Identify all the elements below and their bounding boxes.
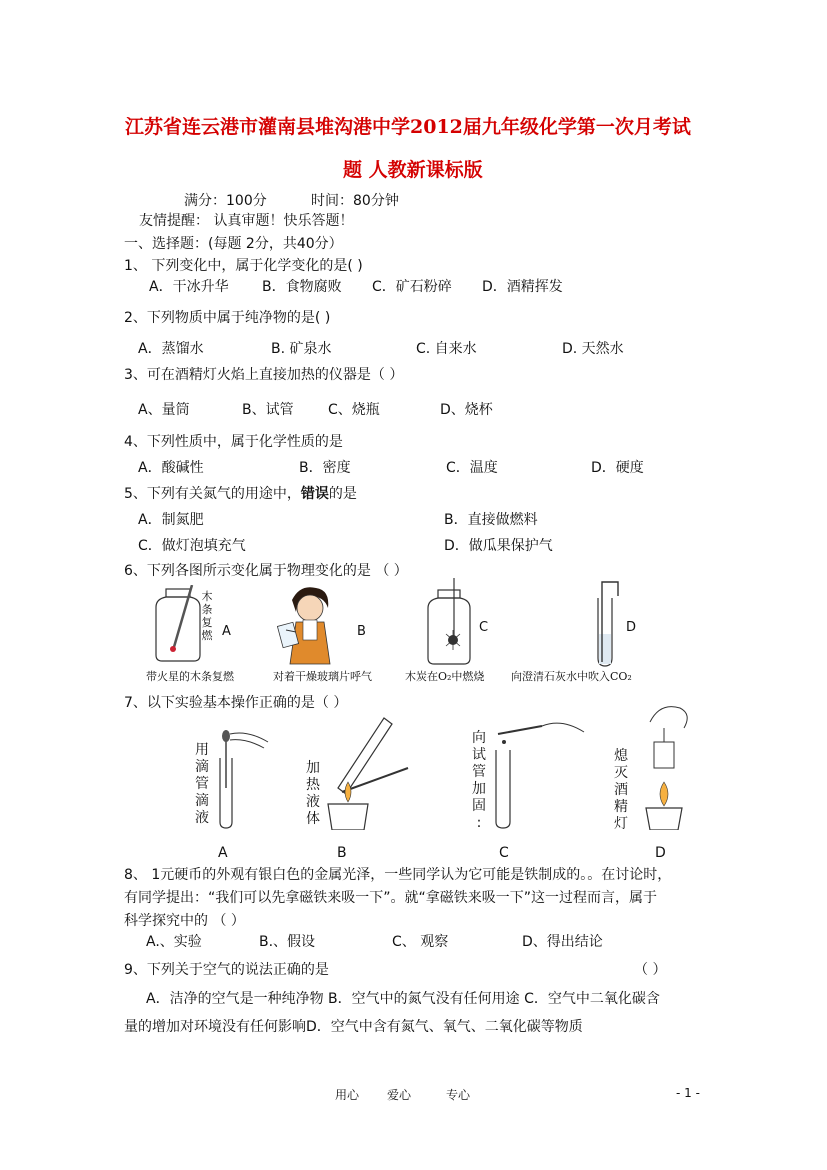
q8-line-2: 有同学提出：“我们可以先拿磁铁来吸一下”。就“拿磁铁来吸一下”这一过程而言，属于 <box>124 890 658 906</box>
q2-option-a: A．蒸馏水 <box>138 341 204 357</box>
q7-label-char: 液 <box>195 810 209 826</box>
q3-stem: 3、可在酒精灯火焰上直接加热的仪器是（ ） <box>124 367 404 383</box>
q5-option-a: A．制氮肥 <box>138 512 204 528</box>
q8-line-3: 科学探究中的 （ ） <box>124 913 245 929</box>
q6-fig-a-char: 条 <box>201 603 213 616</box>
q7-label-char: 灭 <box>614 765 628 781</box>
q7-label-char: 试 <box>472 747 486 763</box>
q9-options-line-1: A．洁净的空气是一种纯净物 B．空气中的氮气没有任何用途 C．空气中二氧化碳含 <box>146 991 660 1007</box>
q7-letter-d: D <box>655 845 666 861</box>
q7-label-char: 加 <box>306 760 320 776</box>
q6-letter-c: C <box>479 620 489 635</box>
q7-label-char: : <box>476 815 482 831</box>
q6-caption-c: 木炭在O₂中燃烧 <box>405 670 485 683</box>
q7-figure-b-heating <box>324 708 414 830</box>
q7-label-char: 液 <box>306 794 320 810</box>
q7-label-char: 固 <box>472 798 486 814</box>
q3-option-d: D、烧杯 <box>440 402 493 418</box>
title-line-2: 题 人教新课标版 <box>343 159 483 181</box>
q7-label-char: 体 <box>306 811 320 827</box>
q3-option-c: C、烧瓶 <box>328 402 380 418</box>
q9-options-line-2: 量的增加对环境没有任何影响D．空气中含有氮气、氧气、二氧化碳等物质 <box>124 1019 583 1035</box>
q7-label-char: 滴 <box>195 759 209 775</box>
q1-option-a: A．干冰升华 <box>149 279 229 295</box>
q7-label-c <box>470 730 488 832</box>
q2-option-d: D. 天然水 <box>562 341 624 357</box>
q7-figure-a-dropper <box>212 728 272 830</box>
q7-label-char: 加 <box>472 781 486 797</box>
q2-stem: 2、下列物质中属于纯净物的是( ) <box>124 310 331 326</box>
q8-option-b: B.、假设 <box>259 934 316 950</box>
q6-letter-b: B <box>357 624 366 639</box>
q9-stem: 9、下列关于空气的说法正确的是 <box>124 962 329 978</box>
q2-option-c: C. 自来水 <box>416 341 477 357</box>
q7-label-char: 酒 <box>614 782 628 798</box>
page-number: - 1 - <box>676 1086 700 1100</box>
q6-fig-a-char: 木 <box>201 590 213 603</box>
q7-label-char: 管 <box>195 776 209 792</box>
q7-label-char: 用 <box>195 742 209 758</box>
q7-label-a <box>193 742 211 827</box>
q7-label-char: 精 <box>614 799 628 815</box>
q5-stem-post: 的是 <box>328 486 357 502</box>
q8-option-a: A.、实验 <box>146 934 202 950</box>
q4-option-c: C．温度 <box>446 460 498 476</box>
section-heading: 一、选择题：(每题 2分，共40分） <box>124 236 343 252</box>
q5-stem <box>124 483 357 503</box>
footer-motto-1: 用心 <box>335 1088 360 1102</box>
title-line-1: 江苏省连云港市灌南县堆沟港中学2012届九年级化学第一次月考试 <box>125 116 691 138</box>
q3-option-a: A、量筒 <box>138 402 190 418</box>
q5-option-b: B．直接做燃料 <box>444 512 538 528</box>
q5-stem-pre: 5、下列有关氮气的用途中， <box>124 486 301 502</box>
q3-option-b: B、试管 <box>242 402 294 418</box>
q4-option-a: A．酸碱性 <box>138 460 204 476</box>
q7-figure-d-alcohol-lamp <box>636 702 696 830</box>
q1-stem: 1、 下列变化中，属于化学变化的是( ) <box>124 258 363 274</box>
q7-label-char: 灯 <box>614 816 628 832</box>
q7-label-char: 向 <box>472 730 486 746</box>
q5-option-c: C．做灯泡填充气 <box>138 538 246 554</box>
q6-fig-a-char: 复 <box>201 616 213 629</box>
q1-option-b: B．食物腐败 <box>262 279 342 295</box>
score-info: 满分：100分 <box>184 193 267 209</box>
q6-caption-b: 对着干燥玻璃片呼气 <box>273 670 372 683</box>
footer-motto-3: 专心 <box>446 1088 471 1102</box>
reminder: 友情提醒： 认真审题！快乐答题！ <box>139 213 354 229</box>
q4-stem: 4、下列性质中，属于化学性质的是 <box>124 434 343 450</box>
q9-answer-paren: （ ） <box>634 962 667 978</box>
q6-letter-a: A <box>222 624 231 639</box>
q6-fig-a-char: 燃 <box>201 629 213 642</box>
q7-figure-c-test-tube <box>490 710 590 830</box>
q7-label-char: 热 <box>306 777 320 793</box>
q6-figure-b-girl <box>270 582 350 668</box>
q1-option-d: D．酒精挥发 <box>482 279 563 295</box>
time-info: 时间：80分钟 <box>311 193 399 209</box>
q4-option-b: B．密度 <box>299 460 351 476</box>
q7-stem: 7、以下实验基本操作正确的是（ ） <box>124 695 348 711</box>
q2-option-b: B. 矿泉水 <box>271 341 332 357</box>
q6-stem: 6、下列各图所示变化属于物理变化的是 （ ） <box>124 563 408 579</box>
q4-option-d: D．硬度 <box>591 460 644 476</box>
footer-motto-2: 爱心 <box>387 1088 412 1102</box>
q7-letter-b: B <box>337 845 347 861</box>
q6-caption-d: 向澄清石灰水中吹入CO₂ <box>511 670 632 683</box>
q5-option-d: D．做瓜果保护气 <box>444 538 553 554</box>
q7-label-char: 熄 <box>614 748 628 764</box>
q7-label-d <box>612 748 630 833</box>
q8-option-c: C、 观察 <box>392 934 449 950</box>
q8-line-1: 8、 1元硬币的外观有银白色的金属光泽，一些同学认为它可能是铁制成的。。在讨论时， <box>124 867 672 883</box>
q7-label-char: 管 <box>472 764 486 780</box>
q8-option-d: D、得出结论 <box>522 934 603 950</box>
q7-label-b <box>304 760 322 828</box>
q7-letter-a: A <box>218 845 228 861</box>
q6-figure-c-jar <box>420 578 476 668</box>
q6-caption-a: 带火星的木条复燃 <box>146 670 234 683</box>
q6-letter-d: D <box>626 620 637 635</box>
q6-figure-d-tube <box>590 574 626 668</box>
q5-stem-emphasis: 错误 <box>300 486 329 502</box>
q6-figure-a-vertical-label <box>198 590 216 642</box>
q1-option-c: C．矿石粉碎 <box>372 279 452 295</box>
q7-letter-c: C <box>499 845 509 861</box>
q7-label-char: 滴 <box>195 793 209 809</box>
